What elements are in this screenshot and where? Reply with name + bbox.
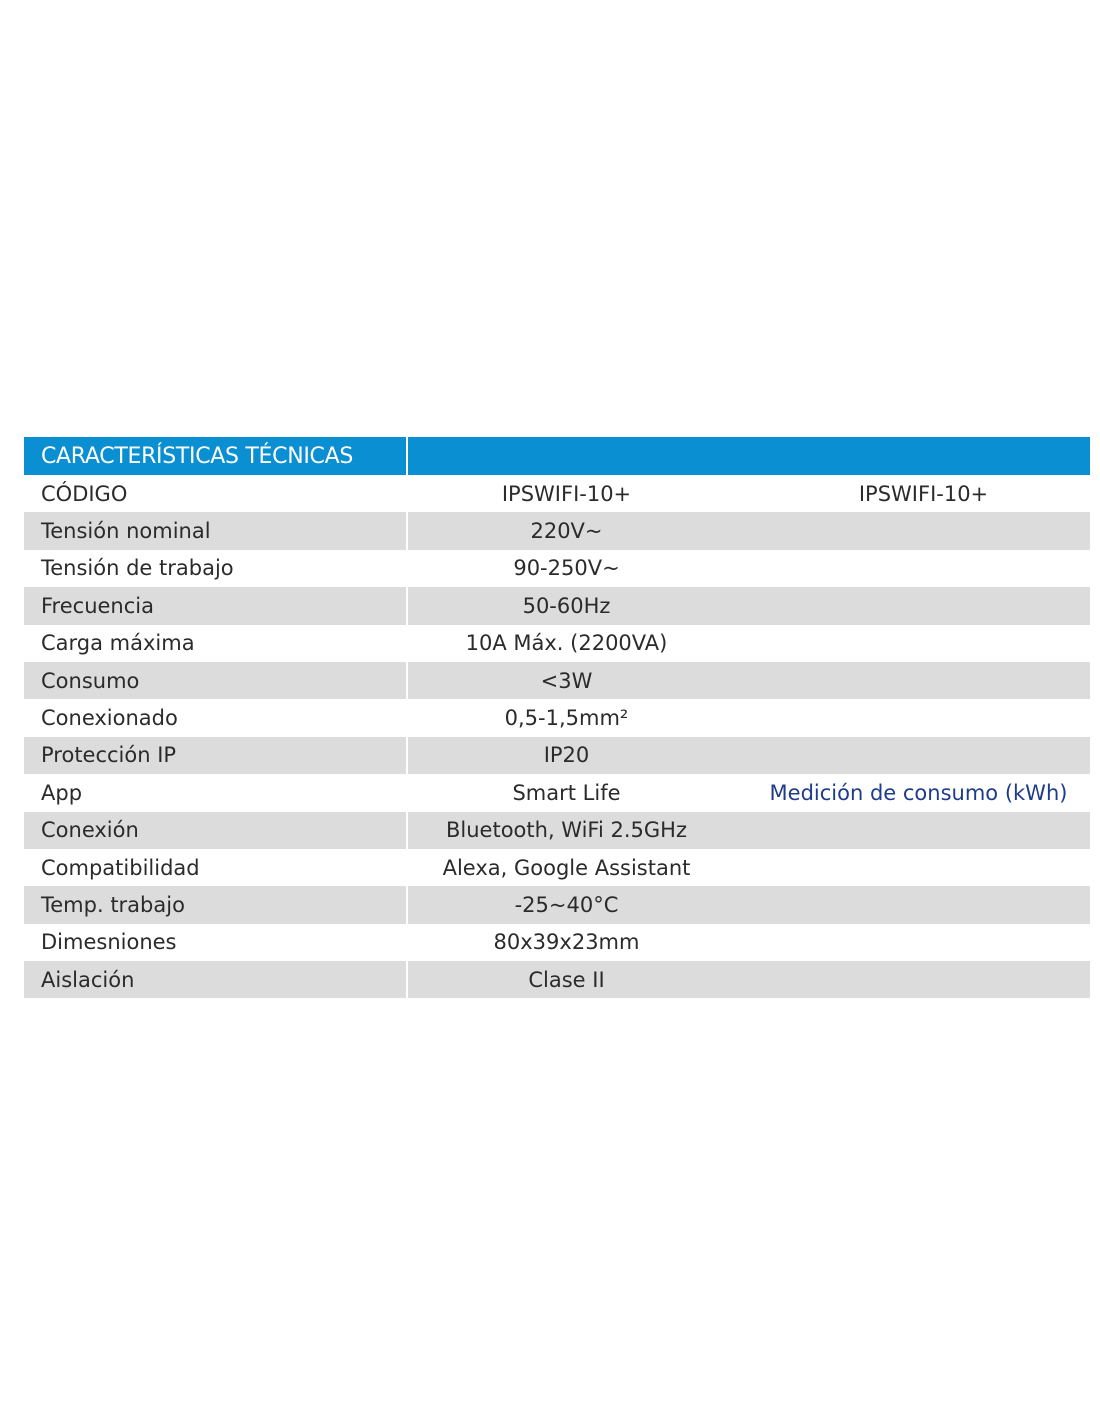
table-row xyxy=(24,737,1090,774)
table-row xyxy=(24,625,1090,662)
table-header xyxy=(24,437,1090,475)
row-value: -25~40°C xyxy=(408,886,717,923)
row-label: CÓDIGO xyxy=(24,475,408,512)
row-label: Frecuencia xyxy=(24,587,408,624)
table-row xyxy=(24,512,1090,549)
row-label: Conexión xyxy=(24,812,408,849)
row-extra xyxy=(717,625,1090,662)
spec-table xyxy=(24,437,1090,998)
row-value: IPSWIFI-10+ xyxy=(501,481,632,506)
header-fill xyxy=(408,437,1090,475)
row-extra xyxy=(717,699,1090,736)
row-value: 90-250V~ xyxy=(513,556,620,581)
row-value: Bluetooth, WiFi 2.5GHz xyxy=(408,812,717,849)
row-extra: IPSWIFI-10+ xyxy=(858,481,989,506)
row-value: 10A Máx. (2200VA) xyxy=(465,631,668,656)
row-label: Temp. trabajo xyxy=(24,886,408,923)
table-row xyxy=(24,550,1090,587)
row-extra xyxy=(717,550,1090,587)
row-value: Smart Life xyxy=(512,780,621,805)
row-label: Aislación xyxy=(24,961,408,998)
row-label: Compatibilidad xyxy=(24,849,408,886)
row-extra xyxy=(717,961,1090,998)
row-label: Tensión nominal xyxy=(24,512,408,549)
row-extra-note: Medición de consumo (kWh) xyxy=(769,780,1068,805)
row-value: 0,5-1,5mm² xyxy=(504,706,629,731)
row-extra xyxy=(717,587,1090,624)
row-label: Conexionado xyxy=(24,699,408,736)
row-extra xyxy=(717,812,1090,849)
row-label: Dimesniones xyxy=(24,924,408,961)
table-title: CARACTERÍSTICAS TÉCNICAS xyxy=(24,437,408,475)
table-row xyxy=(24,886,1090,923)
table-row xyxy=(24,961,1090,998)
table-row xyxy=(24,699,1090,736)
table-row xyxy=(24,849,1090,886)
table-row xyxy=(24,774,1090,811)
row-value: <3W xyxy=(408,662,717,699)
row-extra xyxy=(717,737,1090,774)
row-value: 50-60Hz xyxy=(408,587,717,624)
table-row xyxy=(24,587,1090,624)
row-extra xyxy=(717,512,1090,549)
row-extra xyxy=(717,849,1090,886)
table-row xyxy=(24,924,1090,961)
row-label: Tensión de trabajo xyxy=(24,550,408,587)
row-extra xyxy=(717,886,1090,923)
row-label: Consumo xyxy=(24,662,408,699)
row-value: 220V~ xyxy=(408,512,717,549)
row-value: 80x39x23mm xyxy=(493,930,640,955)
table-row xyxy=(24,812,1090,849)
row-label: App xyxy=(24,774,408,811)
row-extra xyxy=(717,662,1090,699)
row-label: Carga máxima xyxy=(24,625,408,662)
row-value: Clase II xyxy=(408,961,717,998)
table-row xyxy=(24,662,1090,699)
row-extra xyxy=(717,924,1090,961)
row-value: IP20 xyxy=(408,737,717,774)
table-row xyxy=(24,475,1090,512)
row-label: Protección IP xyxy=(24,737,408,774)
row-value: Alexa, Google Assistant xyxy=(442,855,691,880)
